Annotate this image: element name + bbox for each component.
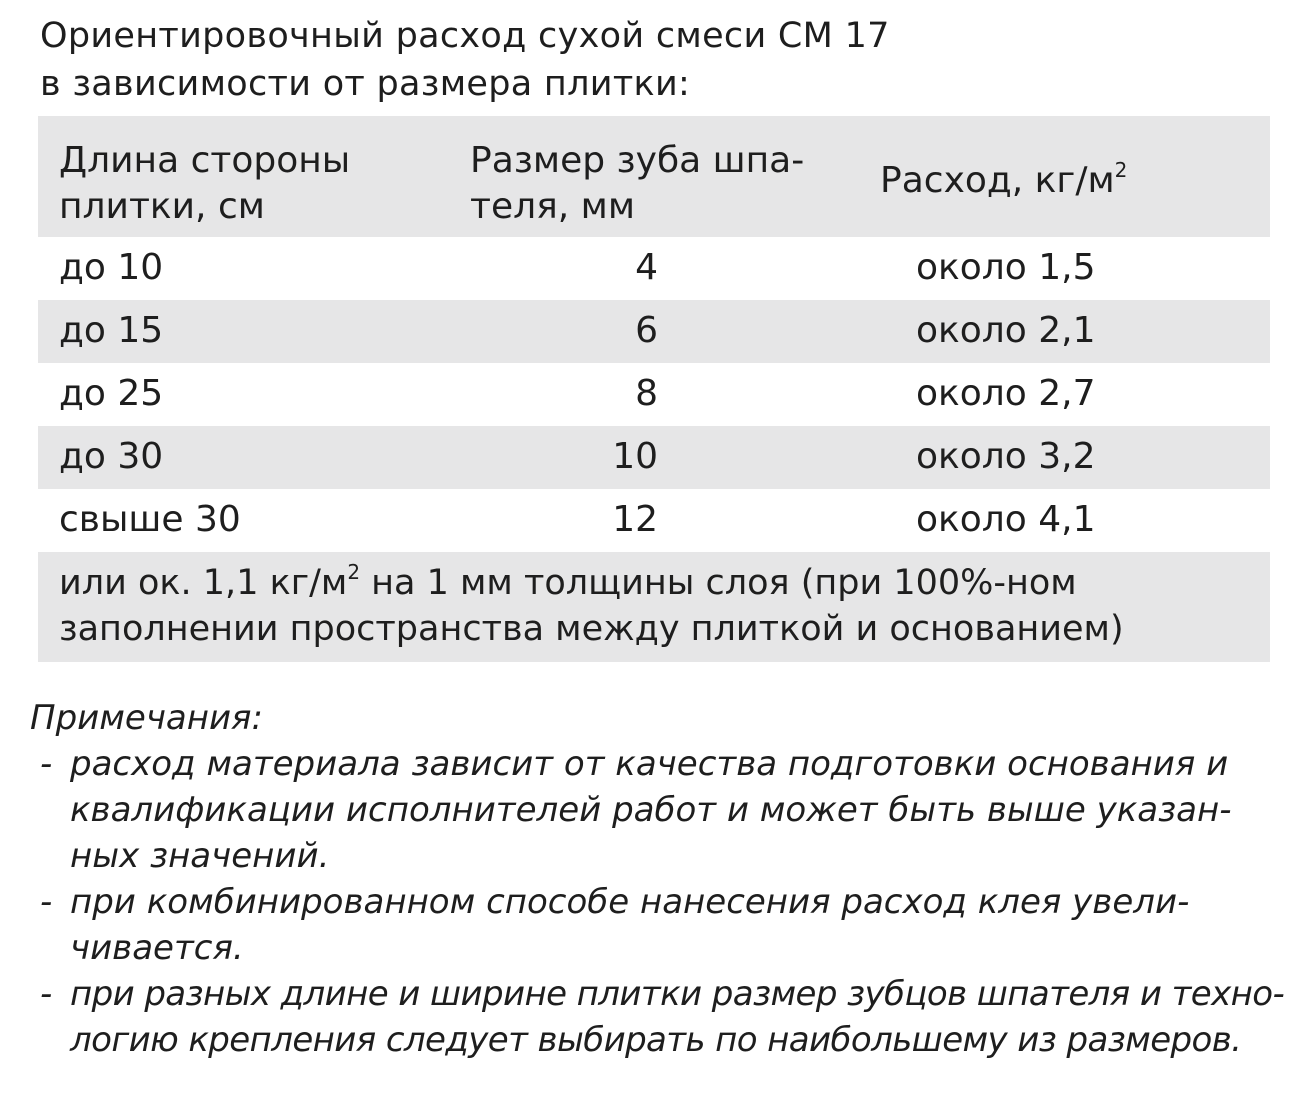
table-row — [38, 489, 1270, 552]
table-row — [38, 426, 1270, 489]
cell-tooth: 8 — [635, 373, 658, 414]
notes-section — [30, 695, 1285, 1063]
header-tile-side-length: Длина стороны плитки, см — [59, 140, 351, 227]
note-item: - при комбинированном способе нанесения расход клея увели- чивается. — [30, 879, 1270, 971]
cell-consumption: около 4,1 — [916, 499, 1096, 540]
document-title — [40, 12, 890, 108]
cell-length: до 10 — [59, 247, 164, 288]
header-trowel-tooth-size: Размер зуба шпа- теля, мм — [470, 140, 805, 227]
title-line-2: в зависимости от размера плитки: — [40, 64, 691, 104]
note-item: - при разных длине и ширине плитки размер зубцов шпателя и техно- логию крепления следует выбирать по наибольшему из размеров. — [30, 971, 1270, 1063]
bullet-dash: - — [40, 974, 53, 1014]
cell-length: до 15 — [59, 310, 164, 351]
bullet-dash: - — [40, 882, 53, 922]
cell-length: свыше 30 — [59, 499, 241, 540]
note-item: - расход материала зависит от качества подготовки основания и квалификации исполнителей работ и может быть выше указан- ных значений. — [30, 741, 1270, 879]
cell-tooth: 10 — [612, 436, 658, 477]
notes-title: Примечания: — [30, 698, 263, 738]
cell-consumption: около 1,5 — [916, 247, 1096, 288]
table-row — [38, 237, 1270, 300]
cell-consumption: около 2,1 — [916, 310, 1096, 351]
title-line-1: Ориентировочный расход сухой смеси СМ 17 — [40, 16, 890, 56]
cell-consumption: около 2,7 — [916, 373, 1096, 414]
table-footnote: или ок. 1,1 $кг/м^2$ на 1 мм толщины слоя (при 100%-ном заполнении пространства между плиткой и основанием) — [59, 560, 1124, 649]
header-consumption: Расход, $кг/м^2$ — [880, 158, 1128, 201]
cell-consumption: около 3,2 — [916, 436, 1096, 477]
table-header-row — [38, 116, 1270, 237]
cell-tooth: 4 — [635, 247, 658, 288]
bullet-dash: - — [40, 744, 53, 784]
cell-length: до 25 — [59, 373, 164, 414]
table-row — [38, 300, 1270, 363]
consumption-table — [38, 116, 1270, 662]
table-row — [38, 363, 1270, 426]
table-footnote-row — [38, 552, 1270, 662]
cell-tooth: 6 — [635, 310, 658, 351]
cell-tooth: 12 — [612, 499, 658, 540]
cell-length: до 30 — [59, 436, 164, 477]
